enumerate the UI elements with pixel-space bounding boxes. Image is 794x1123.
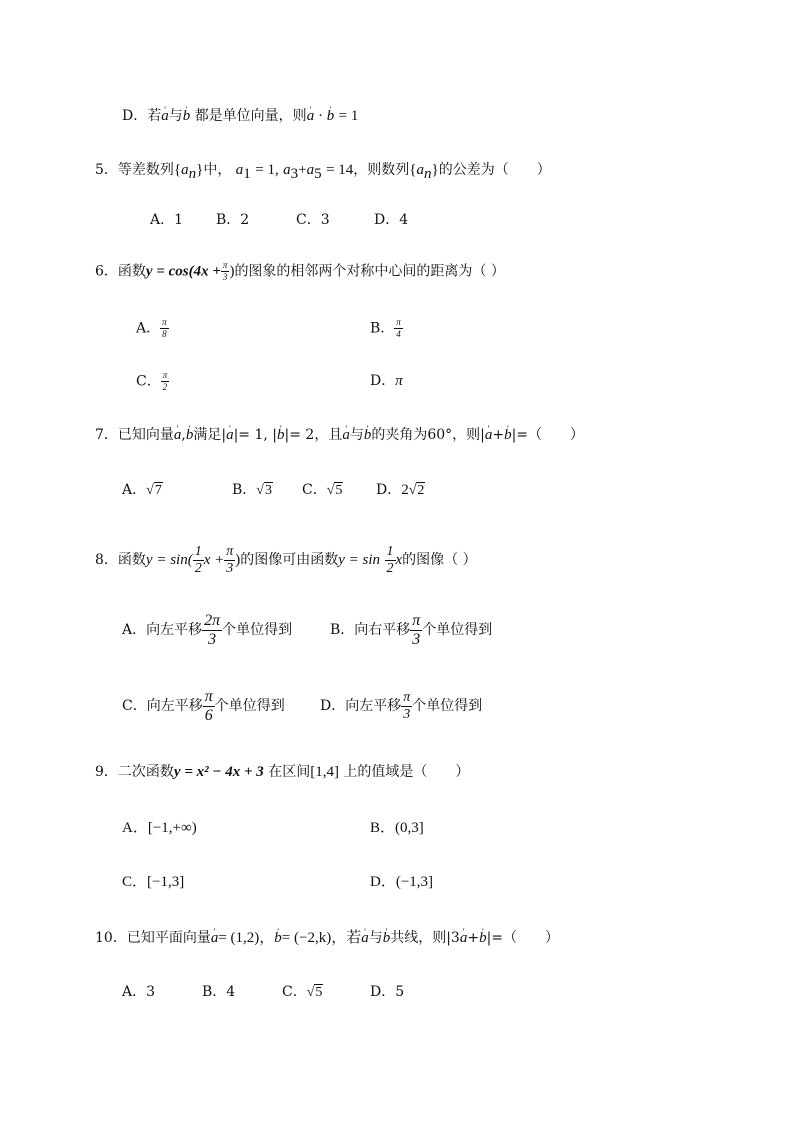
question-9: 9．二次函数y = x² − 4x + 3 在区间[1,4] 上的值域是（ ）	[95, 764, 470, 780]
q6-option-a[interactable]: A． $\frac{\pi}{8}$	[136, 317, 167, 339]
q9-option-d[interactable]: D．(−1,3]	[370, 874, 434, 890]
q10-option-b[interactable]: B．4	[202, 984, 236, 1000]
q8-option-c[interactable]: C．向左平移 $\frac{\pi}{6}$ 个单位得到	[122, 687, 285, 724]
q7-option-c[interactable]: C．√5	[302, 482, 343, 498]
q6-option-c[interactable]: C． $\frac{\pi}{2}$	[136, 370, 168, 392]
q6-option-b[interactable]: B． $\frac{\pi}{4}$	[370, 317, 401, 339]
question-8: 8．函数y = sin( $\frac{1}{2}$ x + $\frac{\pi}{3}$ )的图像可由函数y = sin $\frac{1}{2}$ x的图像（ ）	[95, 543, 477, 576]
q8-option-b[interactable]: B．向右平移 $\frac{\pi}{3}$ 个单位得到	[330, 611, 493, 648]
q5-option-b[interactable]: B．2	[216, 212, 250, 228]
question-5: 5．等差数列$\{a_n\}$中， $a_1 = 1$, $a_3+a_5 = 14$，则数列$\{a_n\}$的公差为（ ）	[95, 162, 551, 182]
q4-option-d[interactable]: D．若' a与' b 都是单位向量，则' a · ' b = 1	[122, 106, 358, 126]
q5-option-c[interactable]: C．3	[296, 212, 330, 228]
question-6: 6．函数y = cos(4x + $\frac{\pi}{3}$ )的图象的相邻两个对称中心间的距离为（ ）	[95, 260, 505, 282]
q10-option-d[interactable]: D．5	[370, 984, 405, 1000]
q9-option-c[interactable]: C．[−1,3]	[122, 874, 185, 890]
q7-option-d[interactable]: D．2√2	[376, 482, 425, 498]
q8-option-d[interactable]: D．向左平移 $\frac{\pi}{3}$ 个单位得到	[320, 689, 483, 722]
q5-option-d[interactable]: D．4	[374, 212, 409, 228]
question-7: 7．已知向量' a,' b满足|' a|= 1, |' b|= 2，且' a与' b的夹角为60°，则|' a+' b|=（ ）	[95, 425, 584, 445]
q5-option-a[interactable]: A．1	[150, 212, 184, 228]
question-10: 10．已知平面向量' a= (1,2)，' b= (−2,k)，若' a与' b共线，则|3' a+' b|=（ ）	[95, 928, 559, 948]
q10-option-a[interactable]: A．3	[122, 984, 156, 1000]
q10-option-c[interactable]: C．√5	[282, 984, 323, 1000]
q9-option-b[interactable]: B．(0,3]	[370, 820, 424, 836]
q9-option-a[interactable]: A．[−1,+∞)	[122, 820, 197, 836]
q8-option-a[interactable]: A．向左平移 $\frac{2\pi}{3}$ 个单位得到	[122, 611, 293, 648]
q7-option-b[interactable]: B．√3	[232, 482, 272, 498]
q6-option-d[interactable]: D．π	[370, 373, 403, 389]
q7-option-a[interactable]: A．√7	[122, 482, 162, 498]
